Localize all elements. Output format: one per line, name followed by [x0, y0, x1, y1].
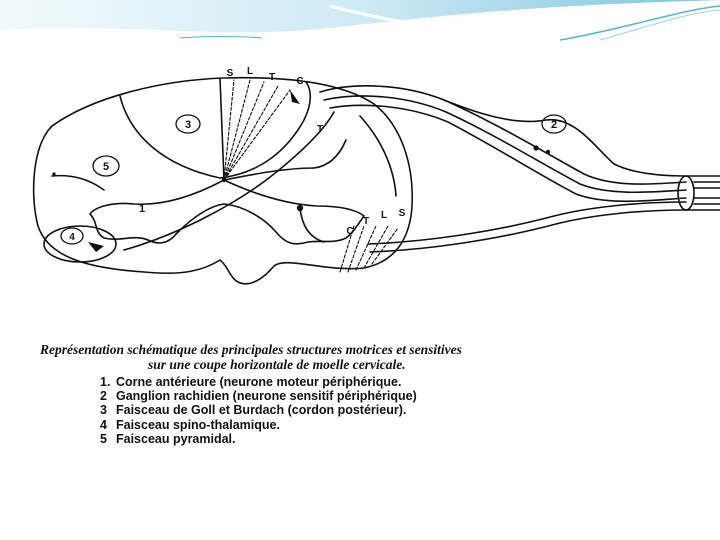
tract-bottom-t: T	[362, 216, 370, 227]
list-item-text: Ganglion rachidien (neurone sensitif périphérique)	[116, 389, 417, 404]
dorsal-column-region	[120, 82, 310, 178]
list-item	[100, 403, 680, 417]
tract-top-t: T	[268, 72, 276, 83]
grey-matter	[90, 180, 364, 244]
region-1-label: 1	[138, 203, 146, 215]
ventral-root	[368, 202, 686, 244]
ganglion-cell-2	[546, 150, 550, 154]
list-item-number: 3	[100, 403, 107, 418]
interneuron-body	[222, 178, 226, 182]
tract-bottom-s: S	[398, 208, 406, 219]
tract-bottom-l: L	[380, 210, 388, 221]
caption-title-line2: sur une coupe horizontale de moelle cervicale.	[148, 357, 406, 372]
arrow-spinothalamic	[88, 242, 104, 252]
list-item-text: Faisceau pyramidal.	[116, 431, 236, 446]
region-5-label: 5	[102, 161, 110, 173]
region-3-label: 3	[184, 119, 192, 131]
spinal-cord-diagram	[24, 56, 720, 346]
motor-neuron-body	[297, 205, 303, 211]
caption-title-line1: Représentation schématique des principales structures motrices et sensitives	[40, 342, 462, 357]
list-item-number: 5	[100, 431, 107, 446]
arrow-label-t: T	[316, 124, 324, 135]
list-item	[100, 375, 680, 389]
tract-bottom-c: C	[346, 226, 354, 237]
ganglion-cell-1	[533, 145, 538, 150]
list-item-number: 2	[100, 389, 107, 404]
ganglion-outline	[444, 100, 686, 176]
tract-top-s: S	[226, 68, 234, 79]
region-4-label: 4	[69, 232, 75, 243]
figure-caption	[40, 342, 680, 446]
spinothalamic-oval	[44, 226, 116, 262]
tract-top-l: L	[246, 66, 254, 77]
caption-list	[100, 375, 680, 446]
list-item-number: 4	[100, 417, 107, 432]
region-2-label: 2	[550, 119, 558, 131]
list-item	[100, 432, 680, 446]
list-item	[100, 418, 680, 432]
list-item-number: 1.	[100, 375, 111, 389]
header-wave-decoration	[0, 0, 720, 42]
arrow-tract-c	[290, 90, 300, 104]
nerve-cut-end	[678, 176, 694, 210]
list-item-text: Corne antérieure (neurone moteur périphérique.	[116, 375, 402, 389]
list-item-text: Faisceau de Goll et Burdach (cordon postérieur).	[116, 403, 407, 418]
list-item	[100, 389, 680, 403]
tract-top-c: C	[296, 76, 304, 87]
list-item-text: Faisceau spino-thalamique.	[116, 417, 280, 432]
